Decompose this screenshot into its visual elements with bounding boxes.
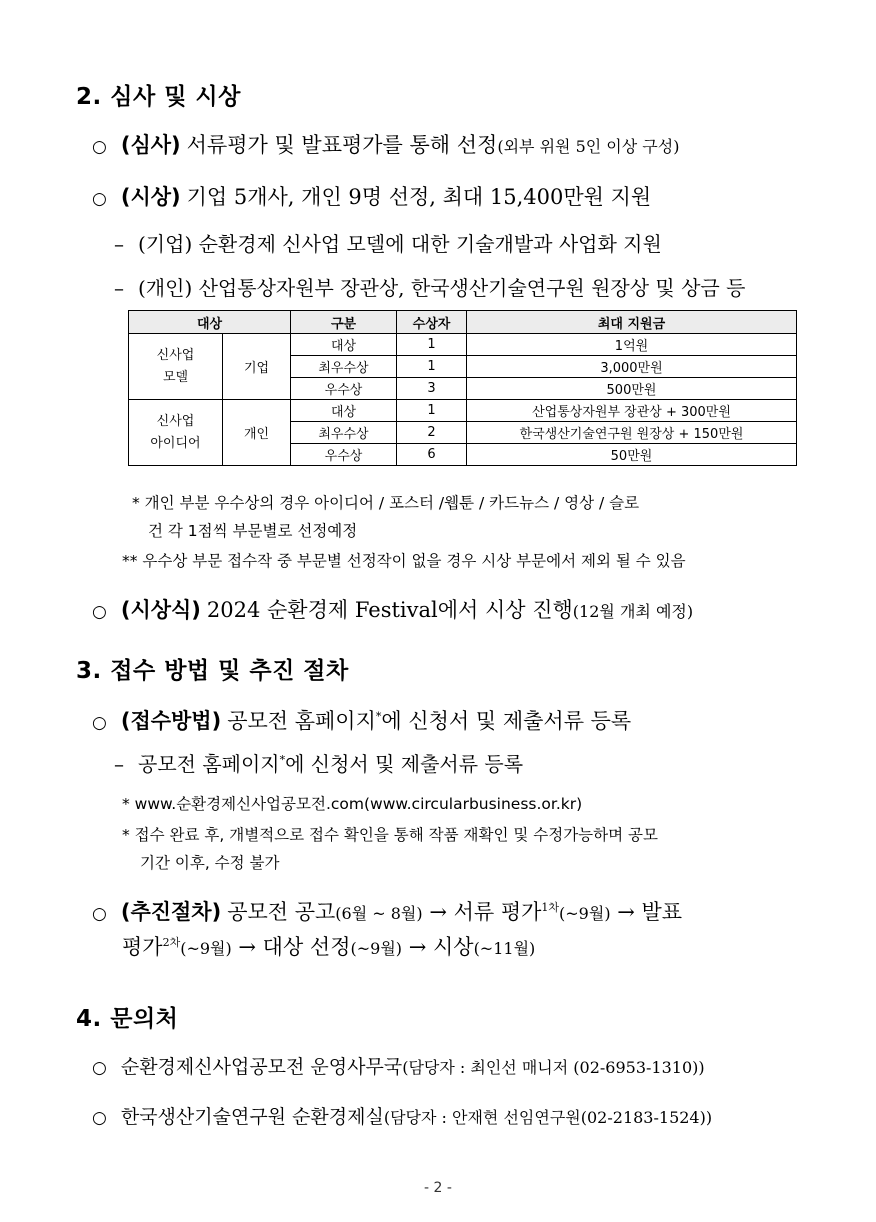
procedure-sup-1: 1차 [541, 901, 560, 914]
row-count: 1 [397, 334, 467, 356]
procedure-select: → 대상 선정 [231, 935, 351, 959]
row-category: 우수상 [291, 378, 397, 400]
contact-1 [92, 1052, 705, 1079]
procedure-arrow-1: → 서류 평가 [422, 900, 542, 924]
note-individual-2: 건 각 1점씩 부문별로 선정예정 [148, 522, 358, 540]
submit-text-2: 에 신청서 및 제출서류 등록 [381, 709, 632, 733]
procedure-select-date: (~9월) [350, 939, 403, 958]
group1-target: 신사업 모델 [129, 334, 223, 400]
submit-dash-text-1: 공모전 홈페이지 [138, 752, 280, 776]
row-count: 2 [397, 422, 467, 444]
procedure-arrow-2: → 발표 [610, 900, 683, 924]
procedure-eval-date: (~9월) [180, 939, 232, 958]
contact-2 [92, 1102, 712, 1129]
procedure-step-1: 공모전 공고 [227, 900, 336, 924]
section-4-title: 4. 문의처 [76, 1006, 179, 1032]
review-text: 서류평가 및 발표평가를 통해 선정 [186, 133, 498, 157]
ceremony-text: 2024 순환경제 Festival에서 시상 진행 [206, 598, 573, 622]
circle-bullet: ○ [92, 713, 107, 733]
row-amount: 50만원 [467, 444, 797, 466]
circle-bullet: ○ [92, 137, 107, 157]
award-table [128, 310, 797, 466]
page-number: - 2 - [424, 1180, 452, 1196]
award-dash-individual [114, 272, 745, 301]
procedure-bullet [92, 896, 682, 926]
procedure-sup-2: 2차 [162, 936, 181, 949]
submit-bullet [92, 705, 631, 735]
award-label: (시상) [120, 185, 181, 209]
submit-dash-text-2: 에 신청서 및 제출서류 등록 [285, 752, 524, 776]
circle-bullet: ○ [92, 1058, 107, 1078]
row-amount: 산업통상자원부 장관상 + 300만원 [467, 400, 797, 422]
circle-bullet: ○ [92, 602, 107, 622]
row-category: 최우수상 [291, 422, 397, 444]
review-label: (심사) [120, 133, 181, 157]
ceremony-small: (12월 개최 예정) [572, 602, 694, 621]
row-count: 1 [397, 356, 467, 378]
procedure-continuation [122, 931, 535, 961]
review-bullet [92, 129, 679, 159]
procedure-eval: 평가 [122, 935, 163, 959]
header-target: 대상 [129, 311, 291, 334]
contact-2-detail: (담당자 : 안재현 선임연구원(02-2183-1524)) [383, 1108, 713, 1127]
submit-label: (접수방법) [120, 709, 222, 733]
header-amount: 최대 지원금 [467, 311, 797, 334]
group1-type: 기업 [223, 334, 291, 400]
table-row [129, 400, 797, 422]
submit-text-1: 공모전 홈페이지 [227, 709, 376, 733]
note-revision-1: * 접수 완료 후, 개별적으로 접수 확인을 통해 작품 재확인 및 수정가능하며 공모 [122, 826, 658, 844]
award-text: 기업 5개사, 개인 9명 선정, 최대 15,400만원 지원 [186, 185, 652, 209]
submit-dash [114, 748, 523, 777]
contact-1-text: 순환경제신사업공모전 운영사무국 [120, 1056, 403, 1078]
asterisk-mark: * [279, 753, 286, 767]
procedure-step-2-date: (~9월) [559, 904, 611, 923]
header-count: 수상자 [397, 311, 467, 334]
row-amount: 한국생산기술연구원 원장상 + 150만원 [467, 422, 797, 444]
note-exclusion: ** 우수상 부문 접수작 중 부문별 선정작이 없을 경우 시상 부문에서 제외 될 수 있음 [122, 552, 686, 570]
award-bullet [92, 181, 651, 211]
note-revision-2: 기간 이후, 수정 불가 [140, 854, 280, 872]
row-category: 대상 [291, 334, 397, 356]
row-category: 대상 [291, 400, 397, 422]
note-website: * www.순환경제신사업공모전.com(www.circularbusiness.or.kr) [122, 795, 583, 813]
review-small: (외부 위원 5인 이상 구성) [497, 137, 680, 156]
table-row [129, 334, 797, 356]
procedure-label: (추진절차) [120, 900, 222, 924]
group2-type: 개인 [223, 400, 291, 466]
dash-bullet: – [114, 276, 124, 300]
row-category: 최우수상 [291, 356, 397, 378]
note-individual-1: * 개인 부분 우수상의 경우 아이디어 / 포스터 /웹툰 / 카드뉴스 / 영상 / 슬로 [132, 494, 640, 512]
ceremony-bullet [92, 594, 693, 624]
procedure-award: → 시상 [402, 935, 474, 959]
ceremony-label: (시상식) [120, 598, 201, 622]
company-award-text: (기업) 순환경제 신사업 모델에 대한 기술개발과 사업화 지원 [138, 232, 662, 256]
header-category: 구분 [291, 311, 397, 334]
contact-2-text: 한국생산기술연구원 순환경제실 [120, 1106, 384, 1128]
table-header-row [129, 311, 797, 334]
individual-award-text: (개인) 산업통상자원부 장관상, 한국생산기술연구원 원장상 및 상금 등 [138, 276, 746, 300]
procedure-award-date: (~11월) [473, 939, 536, 958]
dash-bullet: – [114, 232, 124, 256]
dash-bullet: – [114, 752, 124, 776]
asterisk-mark: * [375, 710, 382, 723]
award-dash-company [114, 228, 662, 257]
contact-1-detail: (담당자 : 최인선 매니저 (02-6953-1310)) [402, 1058, 705, 1077]
group2-target: 신사업 아이디어 [129, 400, 223, 466]
row-count: 3 [397, 378, 467, 400]
row-amount: 1억원 [467, 334, 797, 356]
section-3-title: 3. 접수 방법 및 추진 절차 [76, 658, 349, 684]
section-2-title: 2. 심사 및 시상 [76, 84, 241, 110]
row-amount: 500만원 [467, 378, 797, 400]
row-count: 1 [397, 400, 467, 422]
circle-bullet: ○ [92, 1108, 107, 1128]
circle-bullet: ○ [92, 904, 107, 924]
row-count: 6 [397, 444, 467, 466]
row-amount: 3,000만원 [467, 356, 797, 378]
circle-bullet: ○ [92, 189, 107, 209]
row-category: 우수상 [291, 444, 397, 466]
procedure-step-1-date: (6월 ~ 8월) [335, 904, 423, 923]
